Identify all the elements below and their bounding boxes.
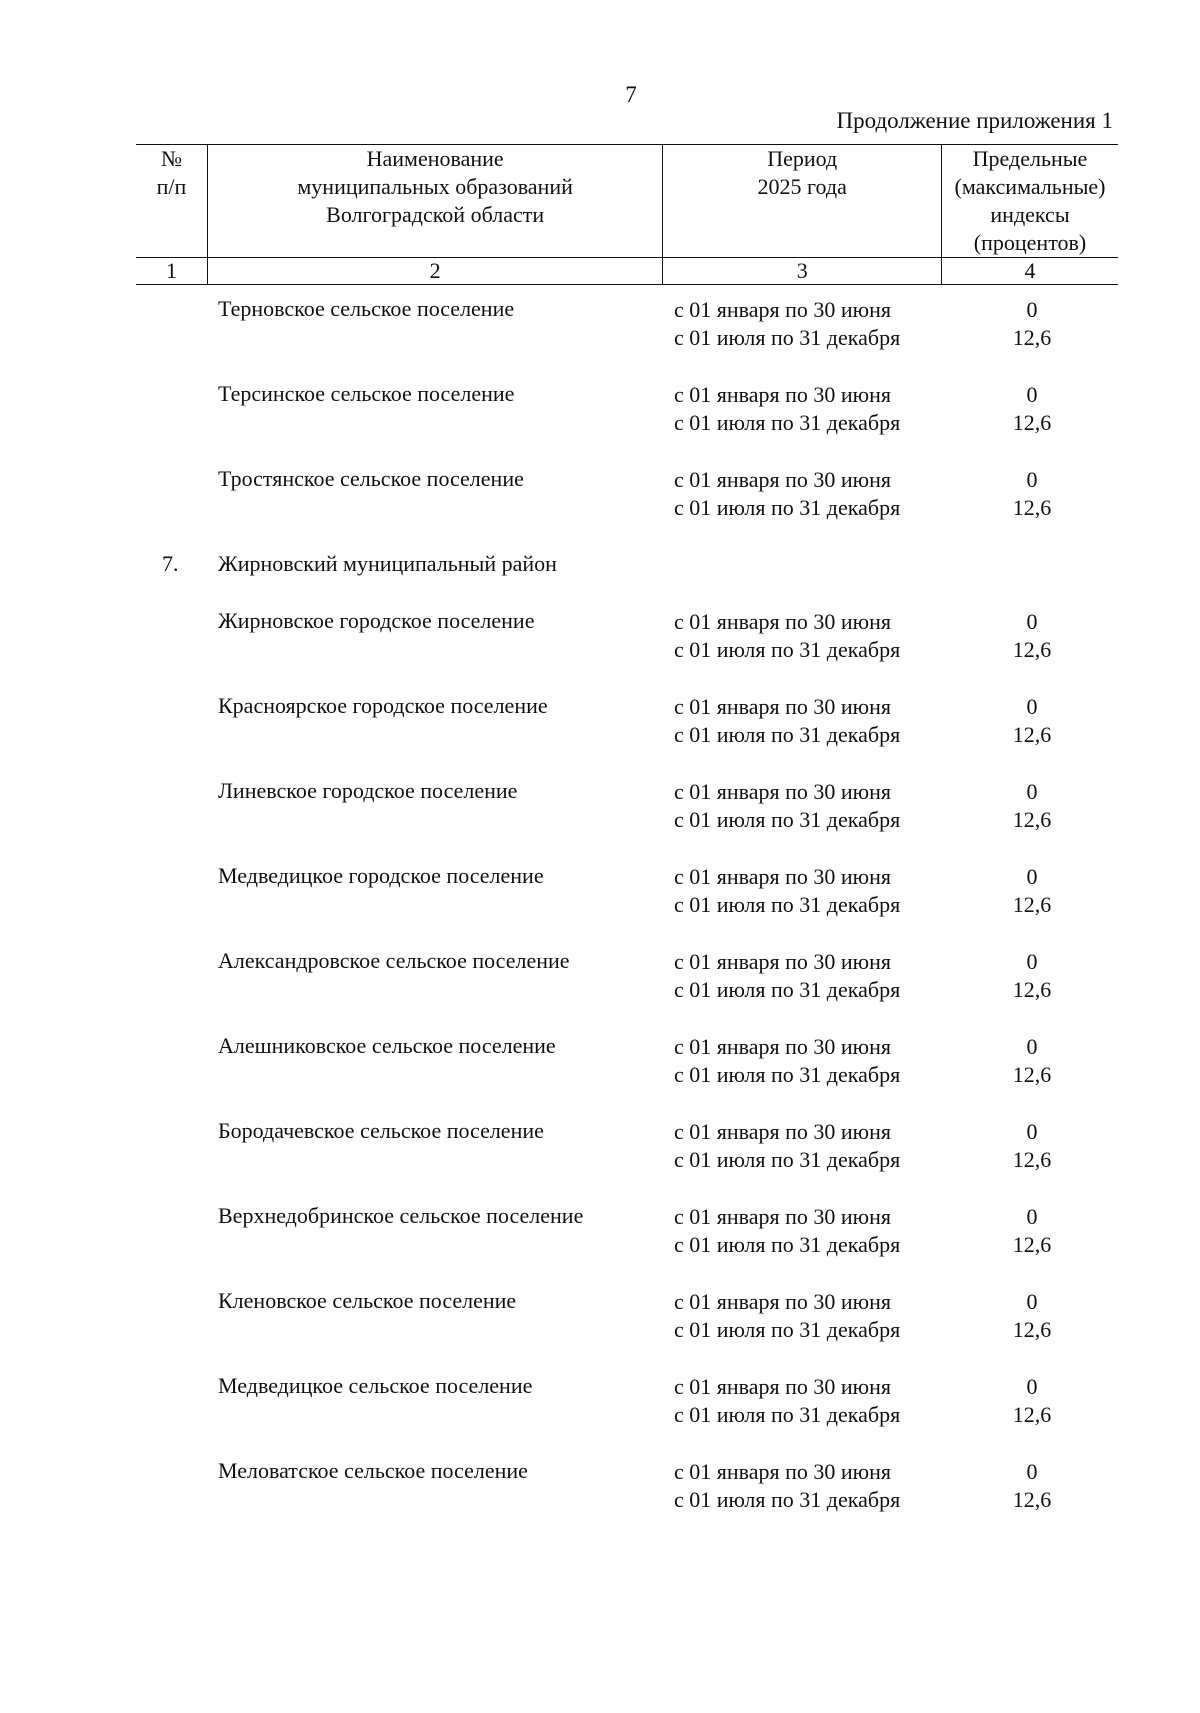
- index-cell: [944, 1458, 1120, 1514]
- index-value: 0: [1026, 297, 1038, 322]
- municipality-name: Верхнедобринское сельское поселение: [218, 1203, 584, 1228]
- period-text: с 01 июля по 31 декабря: [674, 977, 901, 1002]
- municipality-name: Терсинское сельское поселение: [218, 381, 515, 406]
- period-text: с 01 июля по 31 декабря: [674, 1317, 901, 1342]
- period-cell: [674, 381, 900, 437]
- table-row: [136, 1373, 1118, 1458]
- period-text: с 01 января по 30 июня: [674, 779, 892, 804]
- index-cell: [944, 1288, 1120, 1344]
- index-value: 0: [1026, 1034, 1038, 1059]
- header-col-number: № п/п: [136, 145, 207, 258]
- index-value: 0: [1026, 694, 1038, 719]
- index-cell: [944, 863, 1120, 919]
- period-text: с 01 июля по 31 декабря: [674, 325, 901, 350]
- index-value: 12,6: [1012, 1402, 1052, 1427]
- period-cell: [674, 778, 900, 834]
- index-cell: [944, 1203, 1120, 1259]
- period-text: с 01 января по 30 июня: [674, 609, 892, 634]
- index-value: 12,6: [1012, 807, 1052, 832]
- column-number: 3: [663, 258, 942, 285]
- municipality-name: Медведицкое сельское поселение: [218, 1373, 533, 1398]
- municipality-name: Медведицкое городское поселение: [218, 863, 544, 888]
- district-row: [136, 551, 1118, 608]
- index-value: 0: [1026, 1459, 1038, 1484]
- municipality-name: Жирновское городское поселение: [218, 608, 535, 633]
- table-row: [136, 863, 1118, 948]
- municipality-name: Жирновский муниципальный район: [218, 551, 557, 576]
- period-text: с 01 июля по 31 декабря: [674, 495, 901, 520]
- index-value: 12,6: [1012, 1147, 1052, 1172]
- municipality-name: Терновское сельское поселение: [218, 296, 515, 321]
- index-cell: [944, 296, 1120, 352]
- period-cell: [674, 693, 900, 749]
- index-value: 0: [1026, 467, 1038, 492]
- index-cell: [944, 1033, 1120, 1089]
- period-cell: [674, 1458, 900, 1514]
- column-number-row: [136, 258, 1118, 285]
- period-text: с 01 июля по 31 декабря: [674, 637, 901, 662]
- municipality-name: Кленовское сельское поселение: [218, 1288, 517, 1313]
- index-cell: [944, 466, 1120, 522]
- period-text: с 01 июля по 31 декабря: [674, 1232, 901, 1257]
- index-value: 0: [1026, 864, 1038, 889]
- column-number: 4: [942, 258, 1118, 285]
- index-value: 12,6: [1012, 495, 1052, 520]
- period-cell: [674, 948, 900, 1004]
- period-text: с 01 января по 30 июня: [674, 297, 892, 322]
- period-text: с 01 июля по 31 декабря: [674, 1402, 901, 1427]
- column-number: 2: [207, 258, 662, 285]
- table-row: [136, 778, 1118, 863]
- index-value: 0: [1026, 779, 1038, 804]
- index-cell: [944, 948, 1120, 1004]
- index-value: 0: [1026, 1289, 1038, 1314]
- index-cell: [944, 693, 1120, 749]
- municipality-name: Бородачевское сельское поселение: [218, 1118, 544, 1143]
- header-col-name: Наименование муниципальных образований Волгоградской области: [207, 145, 662, 258]
- header-col-period: Период 2025 года: [663, 145, 942, 258]
- table-row: [136, 693, 1118, 778]
- period-cell: [674, 466, 900, 522]
- index-value: 12,6: [1012, 1487, 1052, 1512]
- period-text: с 01 июля по 31 декабря: [674, 1062, 901, 1087]
- index-value: 0: [1026, 1204, 1038, 1229]
- table-row: [136, 1458, 1118, 1543]
- period-text: с 01 января по 30 июня: [674, 1119, 892, 1144]
- column-number: 1: [136, 258, 207, 285]
- table-row: [136, 466, 1118, 551]
- municipality-name: Красноярское городское поселение: [218, 693, 548, 718]
- period-text: с 01 июля по 31 декабря: [674, 807, 901, 832]
- index-value: 12,6: [1012, 1062, 1052, 1087]
- table-row: [136, 381, 1118, 466]
- period-cell: [674, 1288, 900, 1344]
- period-text: с 01 июля по 31 декабря: [674, 410, 901, 435]
- continuation-label: Продолжение приложения 1: [836, 108, 1113, 133]
- table-row: [136, 296, 1118, 381]
- municipality-name: Меловатское сельское поселение: [218, 1458, 528, 1483]
- period-text: с 01 января по 30 июня: [674, 1204, 892, 1229]
- period-cell: [674, 1203, 900, 1259]
- municipality-name: Александровское сельское поселение: [218, 948, 570, 973]
- period-text: с 01 января по 30 июня: [674, 467, 892, 492]
- period-cell: [674, 1033, 900, 1089]
- period-text: с 01 января по 30 июня: [674, 1289, 892, 1314]
- table-row: [136, 948, 1118, 1033]
- row-number: 7.: [162, 551, 179, 576]
- table-row: [136, 1118, 1118, 1203]
- header-row: [136, 145, 1118, 258]
- index-value: 0: [1026, 382, 1038, 407]
- header-col-index: Предельные (максимальные) индексы (процентов): [942, 145, 1118, 258]
- page-number: 7: [625, 82, 637, 107]
- period-text: с 01 января по 30 июня: [674, 1374, 892, 1399]
- period-cell: [674, 863, 900, 919]
- period-cell: [674, 1118, 900, 1174]
- table-row: [136, 1288, 1118, 1373]
- period-cell: [674, 608, 900, 664]
- table-body: [136, 296, 1118, 1543]
- index-value: 12,6: [1012, 410, 1052, 435]
- index-value: 12,6: [1012, 977, 1052, 1002]
- period-cell: [674, 1373, 900, 1429]
- table-header: [136, 144, 1118, 285]
- index-cell: [944, 1373, 1120, 1429]
- period-text: с 01 января по 30 июня: [674, 1459, 892, 1484]
- index-value: 12,6: [1012, 325, 1052, 350]
- period-text: с 01 января по 30 июня: [674, 949, 892, 974]
- period-text: с 01 июля по 31 декабря: [674, 1147, 901, 1172]
- index-value: 12,6: [1012, 1317, 1052, 1342]
- period-text: с 01 июля по 31 декабря: [674, 1487, 901, 1512]
- index-cell: [944, 381, 1120, 437]
- period-text: с 01 января по 30 июня: [674, 382, 892, 407]
- index-value: 12,6: [1012, 1232, 1052, 1257]
- period-text: с 01 июля по 31 декабря: [674, 892, 901, 917]
- municipality-name: Линевское городское поселение: [218, 778, 518, 803]
- index-value: 0: [1026, 1374, 1038, 1399]
- period-text: с 01 января по 30 июня: [674, 864, 892, 889]
- table-row: [136, 608, 1118, 693]
- table-row: [136, 1033, 1118, 1118]
- index-cell: [944, 778, 1120, 834]
- table-row: [136, 1203, 1118, 1288]
- period-cell: [674, 296, 900, 352]
- index-value: 0: [1026, 1119, 1038, 1144]
- index-value: 12,6: [1012, 637, 1052, 662]
- municipality-name: Тростянское сельское поселение: [218, 466, 524, 491]
- index-value: 0: [1026, 609, 1038, 634]
- index-value: 12,6: [1012, 722, 1052, 747]
- index-value: 0: [1026, 949, 1038, 974]
- index-cell: [944, 608, 1120, 664]
- period-text: с 01 июля по 31 декабря: [674, 722, 901, 747]
- municipality-name: Алешниковское сельское поселение: [218, 1033, 556, 1058]
- period-text: с 01 января по 30 июня: [674, 1034, 892, 1059]
- period-text: с 01 января по 30 июня: [674, 694, 892, 719]
- index-cell: [944, 1118, 1120, 1174]
- index-value: 12,6: [1012, 892, 1052, 917]
